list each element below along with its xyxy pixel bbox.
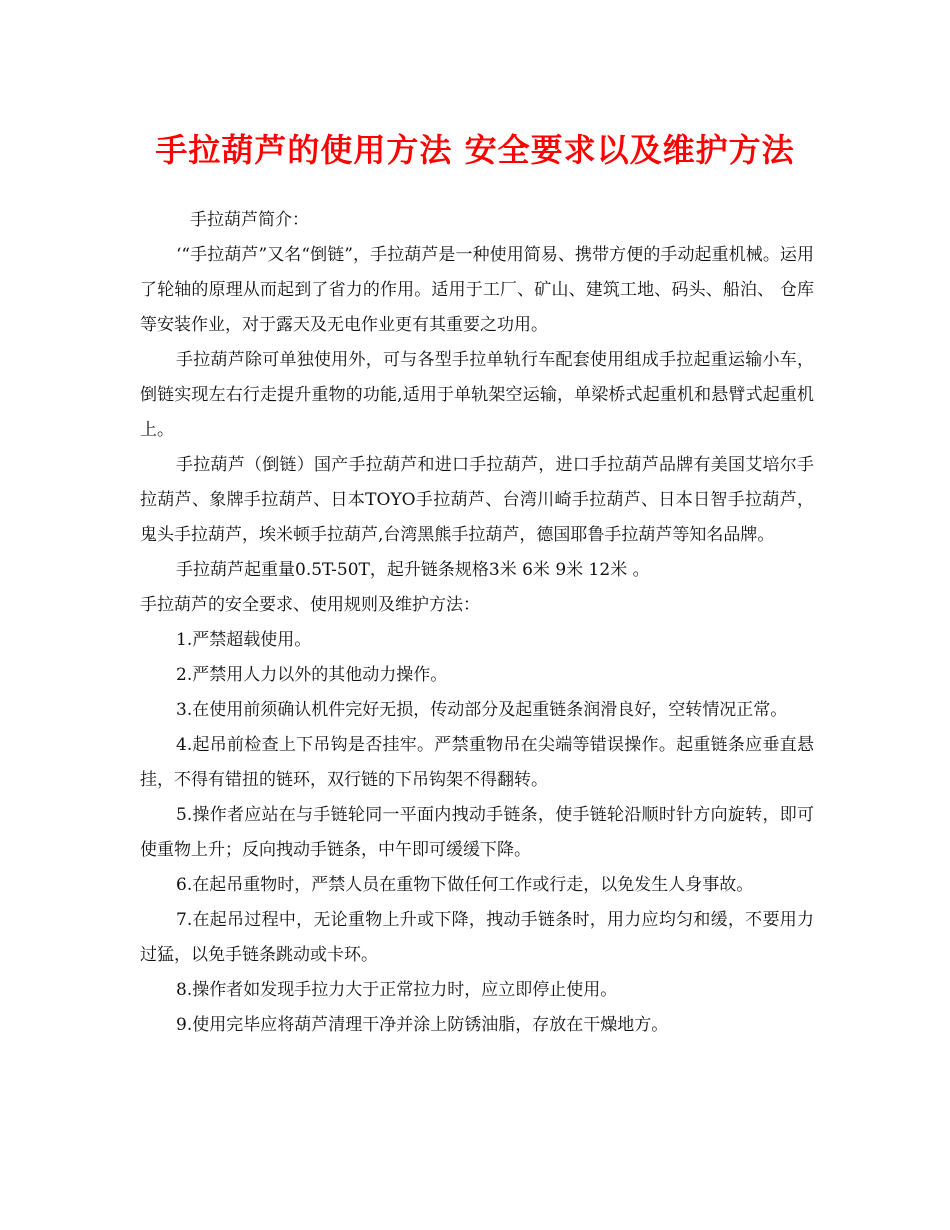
rule-item: 8.操作者如发现手拉力大于正常拉力时，应立即停止使用。 (176, 980, 618, 1000)
paragraph-brands: 手拉葫芦（倒链）国产手拉葫芦和进口手拉葫芦，进口手拉葫芦品牌有美国艾培尔手拉葫芦、象牌手拉葫芦、日本TOYO手拉葫芦、台湾川崎手拉葫芦、日本日智手拉葫芦，鬼头手拉葫芦，埃米顿手拉葫芦,台湾黑熊手拉葫芦，德国耶鲁手拉葫芦等知名品牌。 (140, 455, 814, 545)
page-title: 手拉葫芦的使用方法 安全要求以及维护方法 (155, 131, 795, 169)
rule-item: 3.在使用前须确认机件完好无损，传动部分及起重链条润滑良好，空转情况正常。 (176, 700, 788, 720)
rule-item: 6.在起吊重物时，严禁人员在重物下做任何工作或行走，以免发生人身事故。 (176, 875, 754, 895)
rule-item: 4.起吊前检查上下吊钩是否挂牢。严禁重物吊在尖端等错误操作。起重链条应垂直悬挂，不得有错扭的链环，双行链的下吊钩架不得翻转。 (140, 735, 814, 790)
paragraph-usage: 手拉葫芦除可单独使用外，可与各型手拉单轨行车配套使用组成手拉起重运输小车，倒链实现左右行走提升重物的功能,适用于单轨架空运输，单梁桥式起重机和悬臂式起重机上。 (140, 350, 814, 440)
intro-heading: 手拉葫芦简介： (190, 210, 309, 230)
document-body (140, 203, 814, 1043)
rules-heading: 手拉葫芦的安全要求、使用规则及维护方法： (140, 595, 480, 615)
paragraph-capacity: 手拉葫芦起重量0.5T-50T，起升链条规格3米 6米 9米 12米 。 (176, 560, 650, 580)
rule-item: 1.严禁超载使用。 (176, 630, 312, 650)
rule-item: 7.在起吊过程中，无论重物上升或下降，拽动手链条时，用力应均匀和缓，不要用力过猛，以免手链条跳动或卡环。 (140, 910, 814, 965)
rule-item: 5.操作者应站在与手链轮同一平面内拽动手链条，使手链轮沿顺时针方向旋转，即可使重物上升；反向拽动手链条，中午即可缓缓下降。 (140, 805, 814, 860)
paragraph-intro: ‘“手拉葫芦”又名“倒链”，手拉葫芦是一种使用简易、携带方便的手动起重机械。运用了轮轴的原理从而起到了省力的作用。适用于工厂、矿山、建筑工地、码头、船泊、 仓库等安装作业，对于露天及无电作业更有其重要之功用。 (140, 245, 814, 335)
rule-item: 9.使用完毕应将葫芦清理干净并涂上防锈油脂，存放在干燥地方。 (176, 1015, 669, 1035)
rule-item: 2.严禁用人力以外的其他动力操作。 (176, 665, 448, 685)
